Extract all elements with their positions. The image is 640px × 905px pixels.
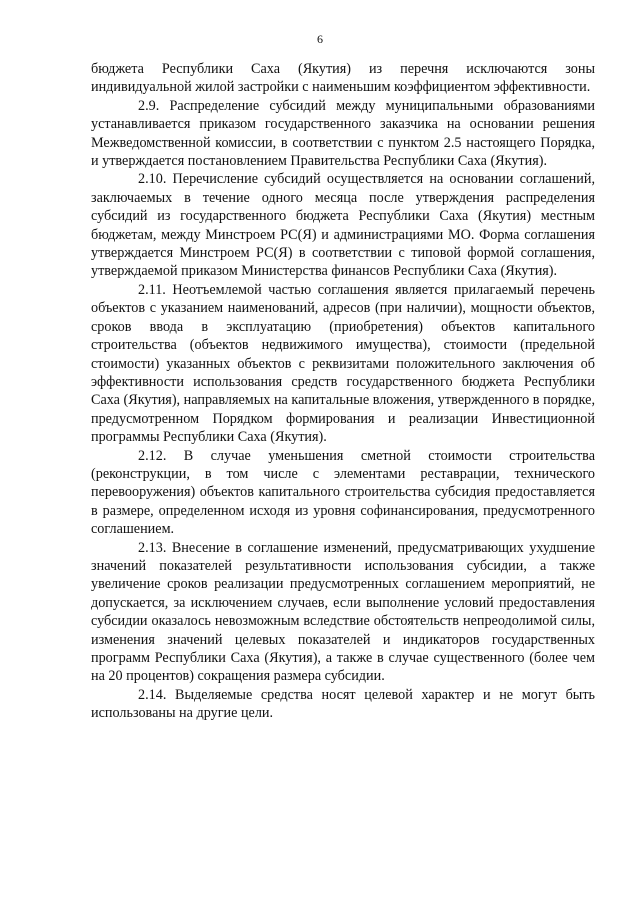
paragraph-2-12: 2.12. В случае уменьшения сметной стоимости строительства (реконструкции, в том числе с элементами реставрации, технического перевооружения) объектов капитального строительства субсидия предоставляется в размере, определенном исходя из уровня софинансирования, предусмотренного соглашением. <box>91 447 595 538</box>
paragraph-2-14: 2.14. Выделяемые средства носят целевой характер и не могут быть использованы на другие цели. <box>91 686 595 722</box>
document-body <box>91 60 595 723</box>
paragraph-2-13: 2.13. Внесение в соглашение изменений, предусматривающих ухудшение значений показателей результативности использования субсидии, а также увеличение сроков реализации предусмотренных соглашением мероприятий, не допускается, за исключением случаев, если выполнение условий предоставления субсидии оказалось невозможным вследствие обстоятельств непреодолимой силы, изменения значений целевых показателей и индикаторов государственных программ Республики Саха (Якутия), а также в случае существенного (более чем на 20 процентов) сокращения размера субсидии. <box>91 539 595 685</box>
page-number: 6 <box>317 32 323 46</box>
paragraph-2-10: 2.10. Перечисление субсидий осуществляется на основании соглашений, заключаемых в течение одного месяца после утверждения распределения субсидий из государственного бюджета Республики Саха (Якутия) местным бюджетам, между Минстроем РС(Я) и администрациями МО. Форма соглашения утверждается Минстроем РС(Я) в соответствии с типовой формой соглашения, утверждаемой приказом Министерства финансов Республики Саха (Якутия). <box>91 171 595 280</box>
paragraph-2-9: 2.9. Распределение субсидий между муниципальными образованиями устанавливается приказом государственного заказчика на основании решения Межведомственной комиссии, в соответствии с пунктом 2.5 настоящего Порядка, и утверждается постановлением Правительства Республики Саха (Якутия). <box>91 97 595 170</box>
paragraph-continuation: бюджета Республики Саха (Якутия) из перечня исключаются зоны индивидуальной жилой застройки с наименьшим коэффициентом эффективности. <box>91 61 595 96</box>
paragraph-2-11: 2.11. Неотъемлемой частью соглашения является прилагаемый перечень объектов с указанием наименований, адресов (при наличии), мощности объектов, сроков ввода в эксплуатацию (приобретения) объектов капитального строительства (объектов недвижимого имущества), стоимости (предельной стоимости) указанных объектов с реквизитами положительного заключения об эффективности использования средств государственного бюджета Республики Саха (Якутия), направляемых на капитальные вложения, утвержденного в порядке, предусмотренном Порядком формирования и реализации Инвестиционной программы Республики Саха (Якутия). <box>91 281 595 446</box>
